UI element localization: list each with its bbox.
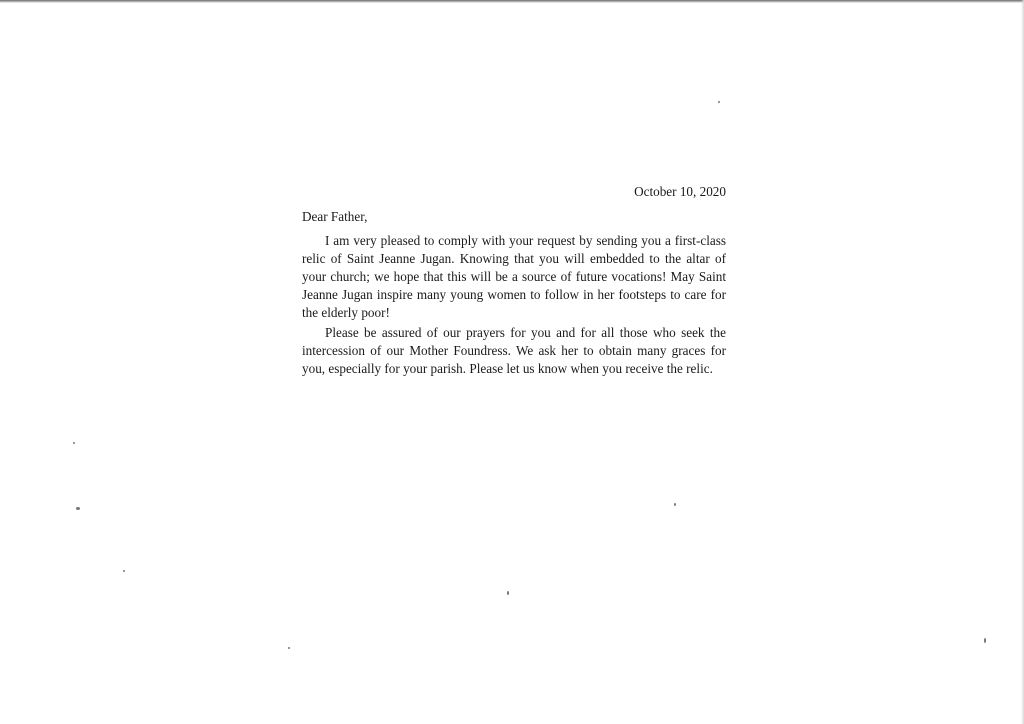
- letter-date: October 10, 2020: [634, 184, 726, 199]
- dust-speck: [73, 442, 75, 444]
- dust-speck: [288, 647, 290, 649]
- letter-salutation: Dear Father,: [302, 209, 368, 224]
- dust-speck: [718, 101, 720, 103]
- dust-speck: [507, 591, 509, 595]
- dust-speck: [984, 638, 986, 643]
- letter: [302, 183, 726, 378]
- letter-paragraph-1: I am very pleased to comply with your request by sending you a first-class relic of Saint Jeanne Jugan. Knowing that you will embedded to the altar of your church; we hope that this will be a source of future vocations! May Saint Jeanne Jugan inspire many young women to follow in her footsteps to care for the elderly poor!: [302, 233, 726, 320]
- dust-speck: [123, 570, 125, 572]
- dust-speck: [674, 503, 676, 506]
- scan-edge-top: [0, 0, 1024, 3]
- dust-speck: [76, 507, 80, 510]
- letter-paragraph-2: Please be assured of our prayers for you and for all those who seek the intercession of our Mother Foundress. We ask her to obtain many graces for you, especially for your parish. Please let us know when you receive the relic.: [302, 325, 726, 376]
